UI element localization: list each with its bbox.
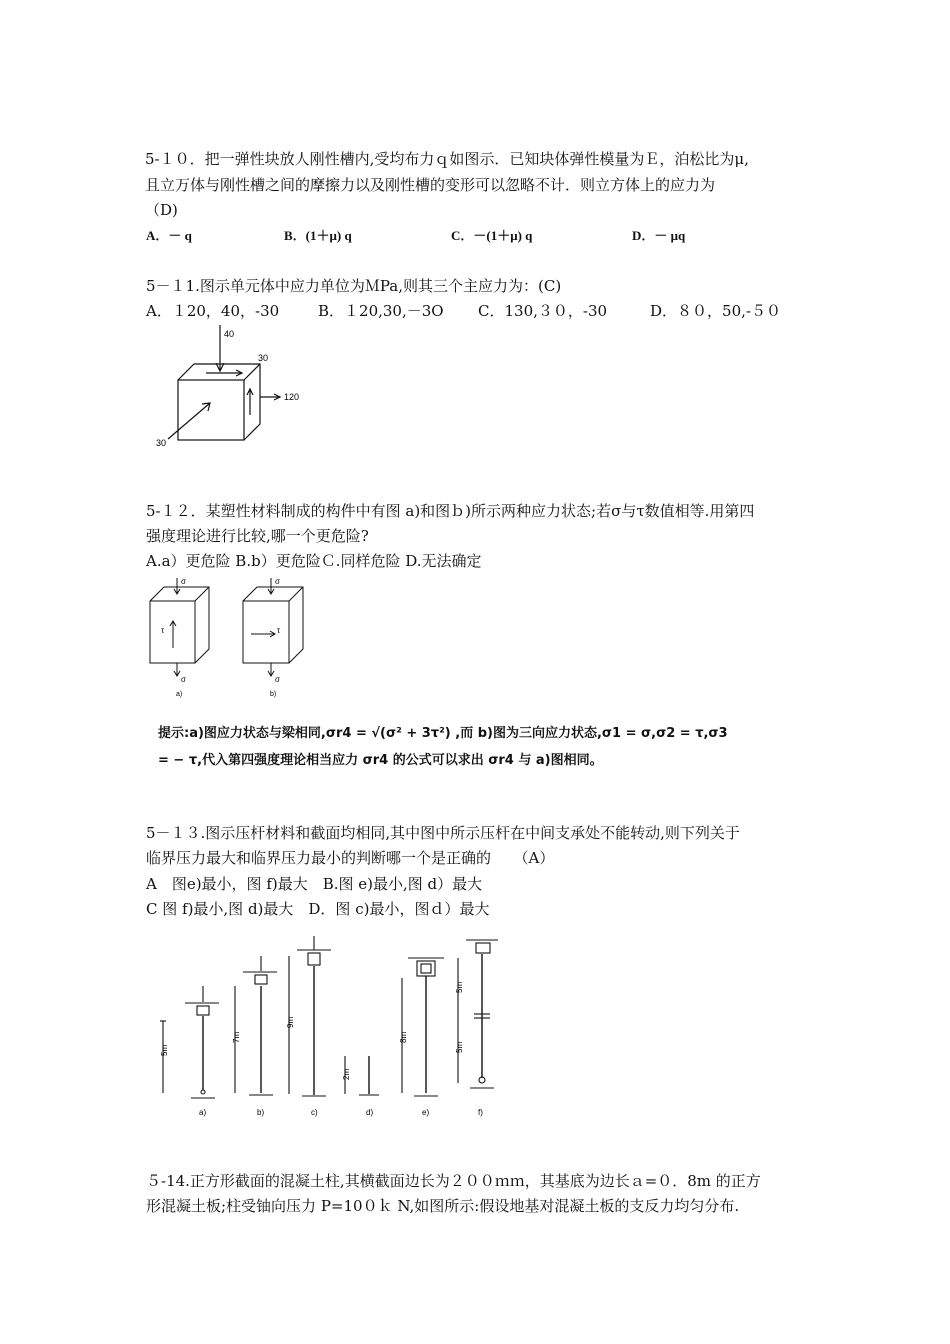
shear-30-diag-arrow (168, 403, 210, 439)
label-e: e) (422, 1108, 430, 1117)
b-tau: τ (277, 626, 281, 635)
q512-hint-line1: 提示:a)图应力状态与梁相同,σr4 = √(σ² + 3τ²) ,而 b)图为三向应力状态,σ1 = σ,σ2 = τ,σ3 (158, 726, 728, 741)
label-b: b) (257, 1108, 265, 1117)
label-d: d) (366, 1108, 374, 1117)
length-f-top: 5m (455, 981, 464, 993)
a-sigma-top: σ (181, 577, 186, 586)
q510-option-b: B．(1＋μ) q (284, 228, 352, 243)
length-a: 5m (160, 1044, 169, 1056)
length-e: 8m (399, 1031, 408, 1043)
q511-option-a: A．１20，40，-30 (146, 302, 280, 320)
cube-front-face (178, 380, 244, 440)
q512-line3: A.a）更危险 B.b）更危险Ｃ.同样危险 D.无法确定 (146, 552, 482, 570)
q511-option-c: C．130,３０，-30 (478, 302, 608, 320)
b-sigma-top: σ (275, 577, 280, 586)
q511-stress-cube-figure (150, 325, 310, 450)
label-30-left: 30 (156, 438, 167, 448)
q511-option-d: D．８０，50,-５０ (650, 302, 781, 320)
q510-line1: 5-１０．把一弹性块放人刚性槽内,受均布力ｑ如图示．已知块体弹性模量为Ｅ，泊松比为μ, (145, 150, 749, 168)
q514-line2: 形混凝土板;柱受铀向压力 P=10０ｋ N,如图所示:假设地基对混凝土板的支反力均匀分布. (146, 1197, 740, 1215)
label-120: 120 (284, 392, 300, 402)
cube-top-side-edges (178, 364, 260, 440)
label-30-top: 30 (258, 353, 269, 363)
q514-line1: ５-14.正方形截面的混凝土柱,其横截面边长为２００ｍｍ，其基底为边长ａ=０．8m 的正方 (146, 1172, 761, 1190)
length-d: 2m (342, 1068, 351, 1080)
q510-line2: 且立万体与刚性槽之间的摩擦力以及刚性槽的变形可以忽略不计．则立方体上的应力为 (145, 176, 716, 194)
q513-compression-columns-figure-ef (380, 928, 540, 1123)
length-b: 7m (232, 1031, 241, 1043)
q512-stress-state-figure-b (243, 576, 393, 696)
q512-line1: 5-１２．某塑性材料制成的构件中有图 a)和图ｂ)所示两种应力状态;若σ与τ数值相等.用第四 (146, 502, 755, 520)
q513-line3: A 图e)最小，图 f)最大 B.图 e)最小,图 d）最大 (146, 875, 483, 893)
label-40: 40 (224, 329, 235, 339)
q510-option-c: C．－(1＋μ) q (451, 228, 533, 243)
a-tau: τ (161, 626, 165, 635)
q510-line3: （D) (145, 201, 178, 219)
length-c: 9m (286, 1016, 295, 1028)
label-c: c) (311, 1108, 318, 1117)
label-a: a) (176, 691, 183, 698)
q511-line1: 5－１1.图示单元体中应力单位为ＭPa,则其三个主应力为：(C) (146, 277, 562, 295)
q512-hint-line2: = − τ,代入第四强度理论相当应力 σr4 的公式可以求出 σr4 与 a)图相同。 (158, 753, 603, 768)
label-f: f) (478, 1108, 483, 1117)
q513-line4: C 图 f)最小,图 d)最大 D．图 c)最小，图ｄ）最大 (146, 900, 490, 918)
a-sigma-bottom: σ (181, 675, 186, 684)
q513-line2: 临界压力最大和临界压力最小的判断哪一个是正确的 （A） (146, 849, 555, 867)
q512-line2: 强度理论进行比较,哪一个更危险? (146, 527, 369, 545)
length-f-bottom: 5m (455, 1041, 464, 1053)
b-sigma-bottom: σ (275, 675, 280, 684)
q510-option-a: A．－ q (146, 228, 192, 243)
q510-option-d: D．－ μq (632, 228, 686, 243)
q513-line1: 5－１３.图示压杆材料和截面均相同,其中图中所示压杆在中间支承处不能转动,则下列关于 (146, 824, 740, 842)
label-a: a) (199, 1108, 207, 1117)
label-b: b) (270, 691, 277, 698)
q511-option-b: B．１20,30,－3O (318, 302, 444, 320)
